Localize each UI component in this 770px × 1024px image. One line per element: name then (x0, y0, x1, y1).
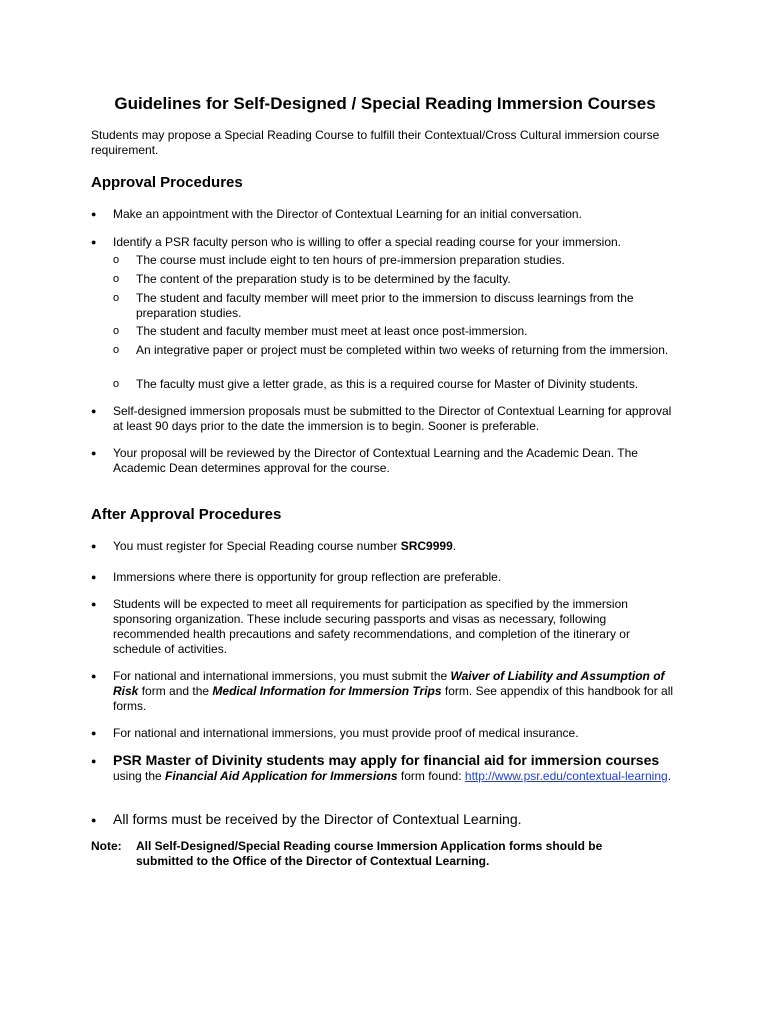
after-approval-heading: After Approval Procedures (91, 506, 282, 523)
circle-bullet-icon: o (113, 378, 120, 390)
document-page: Guidelines for Self-Designed / Special Reading Immersion Courses Students may propose a Special Reading Course to fulfill their Contextual/Cross Cultural immersion course requirement. Approval Procedures ● Make an appointment with the Director of Contextual Learning for an initial conversation. ● Identify a PSR faculty person who is willing to offer a special reading course for your immersion. o The course must include eight to ten hours of pre-immersion preparation studies. o The content of the preparation study is to be determined by the faculty. o The student and faculty member will meet prior to the immersion to discuss learnings from the preparation studies. o The student and faculty member must meet at least once post-immersion. o An integrative paper or project must be completed within two weeks of returning from the immersion. o The faculty must give a letter grade, as this is a required course for Master of Divinity students. ● Self-designed immersion proposals must be submitted to the Director of Contextual Learning for approval at least 90 days prior to the date the immersion is to begin. Sooner is preferable. ● Your proposal will be reviewed by the Director of Contextual Learning and the Academic Dean. The Academic Dean determines approval for the course. After Approval Procedures ● You must register for Special Reading course number SRC9999. ● Immersions where there is opportunity for group reflection are preferable. ● Students will be expected to meet all requirements for participation as specified by the immersion sponsoring organization. These include securing passports and visas as necessary, following recommended health precautions and safety recommendations, and completion of the itinerary or schedule of activities. ● For national and international immersions, you must submit the Waiver of Liability and Assumption of Risk form and the Medical Information for Immersion Trips form. See appendix of this handbook for all forms. ● For national and international immersions, you must provide proof of medical insurance. ● PSR Master of Divinity students may apply for financial aid for immersion courses using the Financial Aid Application for Immersions form found: http://www.psr.edu/contextual-learning. ● All forms must be received by the Director of Contextual Learning. Note: All Self-Designed/Special Reading course Immersion Application forms should be submitted to the Office of the Director of Contextual Learning. (0, 0, 770, 1024)
bullet-icon: ● (91, 599, 97, 609)
bullet-icon: ● (91, 541, 97, 551)
contextual-learning-link[interactable]: http://www.psr.edu/contextual-learning (464, 769, 668, 783)
bullet-icon: ● (91, 572, 97, 582)
bullet-icon: ● (91, 815, 97, 825)
bullet-icon: ● (91, 448, 97, 458)
bullet-icon: ● (91, 209, 97, 219)
circle-bullet-icon: o (113, 292, 120, 304)
course-code: SRC9999 (400, 539, 453, 553)
financial-aid-headline: PSR Master of Divinity students may apply for financial aid for immersion courses (113, 752, 660, 768)
waiver-form-name: Waiver of Liability and Assumption of Risk (113, 669, 665, 698)
note-label: Note: (91, 839, 122, 853)
circle-bullet-icon: o (113, 325, 120, 337)
approval-heading: Approval Procedures (91, 174, 243, 191)
circle-bullet-icon: o (113, 254, 120, 266)
bullet-icon: ● (91, 671, 97, 681)
circle-bullet-icon: o (113, 344, 120, 356)
note-text: All Self-Designed/Special Reading course Immersion Application forms should be submitted to the Office of the Director of Contextual Learning. (136, 839, 603, 868)
circle-bullet-icon: o (113, 273, 120, 285)
medical-form-name: Medical Information for Immersion Trips (212, 684, 442, 698)
bullet-icon: ● (91, 406, 97, 416)
page-title: Guidelines for Self-Designed / Special Reading Immersion Courses (114, 94, 656, 113)
intro-paragraph: Students may propose a Special Reading Course to fulfill their Contextual/Cross Cultural immersion course requirement. (91, 128, 660, 157)
bullet-icon: ● (91, 728, 97, 738)
financial-aid-form-name: Financial Aid Application for Immersions (165, 769, 398, 783)
bullet-icon: ● (91, 237, 97, 247)
bullet-icon: ● (91, 756, 97, 766)
